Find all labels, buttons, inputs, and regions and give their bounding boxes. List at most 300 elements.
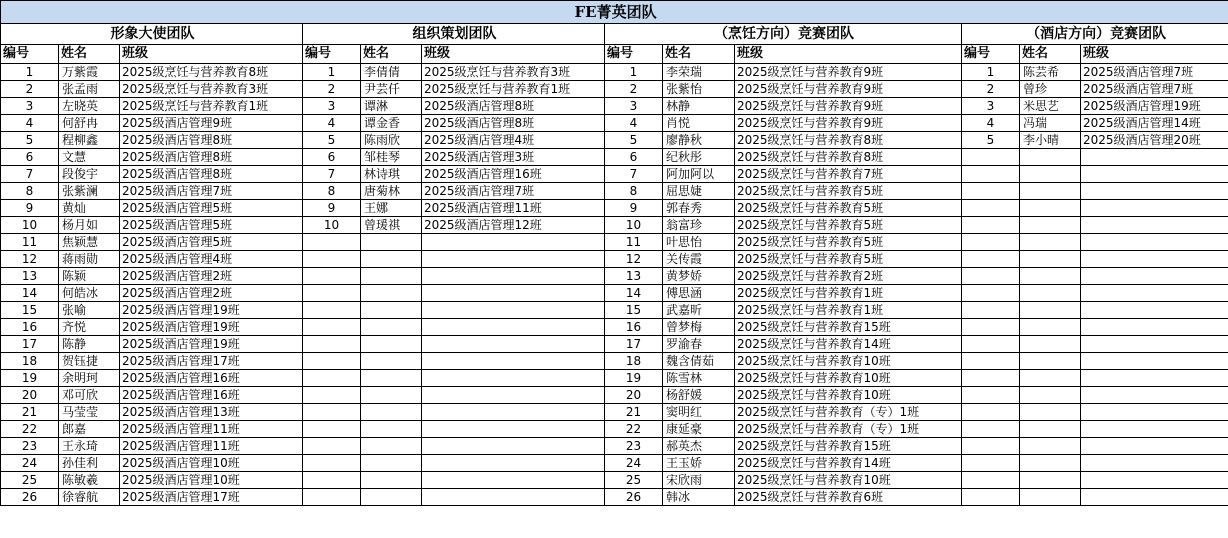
- member-class[interactable]: 2025级酒店管理12班: [422, 217, 605, 234]
- member-name[interactable]: 康延豪: [663, 421, 735, 438]
- empty-cell[interactable]: [303, 489, 361, 506]
- member-class[interactable]: 2025级烹饪与营养教育9班: [735, 81, 962, 98]
- empty-cell[interactable]: [1081, 455, 1228, 472]
- member-class[interactable]: 2025级烹饪与营养教育8班: [120, 64, 303, 81]
- empty-cell[interactable]: [1020, 421, 1081, 438]
- member-name[interactable]: 杨月如: [59, 217, 120, 234]
- member-name[interactable]: 陈雪林: [663, 370, 735, 387]
- member-number[interactable]: 2: [962, 81, 1020, 98]
- empty-cell[interactable]: [1020, 302, 1081, 319]
- member-number[interactable]: 6: [1, 149, 59, 166]
- member-class[interactable]: 2025级酒店管理5班: [120, 200, 303, 217]
- member-number[interactable]: 12: [605, 251, 663, 268]
- member-number[interactable]: 5: [962, 132, 1020, 149]
- member-class[interactable]: 2025级烹饪与营养教育10班: [735, 472, 962, 489]
- member-class[interactable]: 2025级酒店管理8班: [120, 149, 303, 166]
- empty-cell[interactable]: [361, 489, 422, 506]
- member-number[interactable]: 5: [605, 132, 663, 149]
- empty-cell[interactable]: [361, 421, 422, 438]
- number-header[interactable]: 编号: [962, 45, 1020, 64]
- empty-cell[interactable]: [962, 387, 1020, 404]
- member-name[interactable]: 李荣瑞: [663, 64, 735, 81]
- member-name[interactable]: 屈思婕: [663, 183, 735, 200]
- empty-cell[interactable]: [1081, 285, 1228, 302]
- member-class[interactable]: 2025级烹饪与营养教育8班: [735, 149, 962, 166]
- member-class[interactable]: 2025级烹饪与营养教育8班: [735, 132, 962, 149]
- empty-cell[interactable]: [422, 387, 605, 404]
- member-name[interactable]: 纪秋彤: [663, 149, 735, 166]
- empty-cell[interactable]: [422, 234, 605, 251]
- member-number[interactable]: 5: [303, 132, 361, 149]
- member-name[interactable]: 郭春秀: [663, 200, 735, 217]
- member-class[interactable]: 2025级烹饪与营养教育（专）1班: [735, 421, 962, 438]
- member-name[interactable]: 左晓英: [59, 98, 120, 115]
- member-class[interactable]: 2025级烹饪与营养教育1班: [422, 81, 605, 98]
- empty-cell[interactable]: [422, 370, 605, 387]
- member-class[interactable]: 2025级烹饪与营养教育6班: [735, 489, 962, 506]
- member-class[interactable]: 2025级烹饪与营养教育15班: [735, 319, 962, 336]
- empty-cell[interactable]: [422, 251, 605, 268]
- empty-cell[interactable]: [962, 353, 1020, 370]
- name-header[interactable]: 姓名: [59, 45, 120, 64]
- empty-cell[interactable]: [303, 302, 361, 319]
- member-name[interactable]: 陈颖: [59, 268, 120, 285]
- empty-cell[interactable]: [422, 285, 605, 302]
- member-number[interactable]: 13: [605, 268, 663, 285]
- name-header[interactable]: 姓名: [361, 45, 422, 64]
- empty-cell[interactable]: [303, 268, 361, 285]
- member-name[interactable]: 邹桂琴: [361, 149, 422, 166]
- empty-cell[interactable]: [962, 217, 1020, 234]
- member-number[interactable]: 9: [605, 200, 663, 217]
- member-number[interactable]: 25: [1, 472, 59, 489]
- member-name[interactable]: 杨舒媛: [663, 387, 735, 404]
- empty-cell[interactable]: [422, 336, 605, 353]
- empty-cell[interactable]: [1081, 183, 1228, 200]
- member-name[interactable]: 傅思涵: [663, 285, 735, 302]
- empty-cell[interactable]: [1081, 217, 1228, 234]
- empty-cell[interactable]: [1020, 438, 1081, 455]
- empty-cell[interactable]: [1020, 387, 1081, 404]
- empty-cell[interactable]: [1081, 319, 1228, 336]
- empty-cell[interactable]: [422, 472, 605, 489]
- member-number[interactable]: 1: [1, 64, 59, 81]
- empty-cell[interactable]: [422, 455, 605, 472]
- member-number[interactable]: 18: [605, 353, 663, 370]
- member-name[interactable]: 关传霞: [663, 251, 735, 268]
- member-class[interactable]: 2025级酒店管理3班: [422, 149, 605, 166]
- member-name[interactable]: 段俊宇: [59, 166, 120, 183]
- empty-cell[interactable]: [1020, 336, 1081, 353]
- member-name[interactable]: 余明珂: [59, 370, 120, 387]
- member-name[interactable]: 陈敏羲: [59, 472, 120, 489]
- member-number[interactable]: 5: [1, 132, 59, 149]
- number-header[interactable]: 编号: [1, 45, 59, 64]
- empty-cell[interactable]: [303, 387, 361, 404]
- member-name[interactable]: 米思艺: [1020, 98, 1081, 115]
- member-number[interactable]: 26: [605, 489, 663, 506]
- empty-cell[interactable]: [1081, 370, 1228, 387]
- team-name-planning[interactable]: 组织策划团队: [303, 24, 605, 45]
- team-name-culinary-contest[interactable]: （烹饪方向）竞赛团队: [605, 24, 962, 45]
- member-name[interactable]: 王永琦: [59, 438, 120, 455]
- member-name[interactable]: 陈芸希: [1020, 64, 1081, 81]
- member-name[interactable]: 宋欣雨: [663, 472, 735, 489]
- member-number[interactable]: 19: [605, 370, 663, 387]
- member-number[interactable]: 2: [1, 81, 59, 98]
- member-number[interactable]: 20: [605, 387, 663, 404]
- class-header[interactable]: 班级: [735, 45, 962, 64]
- member-class[interactable]: 2025级酒店管理13班: [120, 404, 303, 421]
- empty-cell[interactable]: [303, 421, 361, 438]
- member-class[interactable]: 2025级烹饪与营养教育5班: [735, 183, 962, 200]
- empty-cell[interactable]: [422, 489, 605, 506]
- member-class[interactable]: 2025级烹饪与营养教育5班: [735, 200, 962, 217]
- empty-cell[interactable]: [1081, 268, 1228, 285]
- member-number[interactable]: 4: [962, 115, 1020, 132]
- member-number[interactable]: 3: [303, 98, 361, 115]
- member-class[interactable]: 2025级酒店管理17班: [120, 489, 303, 506]
- empty-cell[interactable]: [962, 166, 1020, 183]
- empty-cell[interactable]: [303, 404, 361, 421]
- empty-cell[interactable]: [962, 370, 1020, 387]
- empty-cell[interactable]: [361, 251, 422, 268]
- member-class[interactable]: 2025级酒店管理7班: [120, 183, 303, 200]
- empty-cell[interactable]: [1020, 183, 1081, 200]
- member-number[interactable]: 8: [1, 183, 59, 200]
- member-name[interactable]: 谭金香: [361, 115, 422, 132]
- empty-cell[interactable]: [1020, 353, 1081, 370]
- empty-cell[interactable]: [1081, 200, 1228, 217]
- member-class[interactable]: 2025级酒店管理4班: [120, 251, 303, 268]
- member-class[interactable]: 2025级酒店管理9班: [120, 115, 303, 132]
- member-number[interactable]: 23: [1, 438, 59, 455]
- member-number[interactable]: 24: [1, 455, 59, 472]
- member-class[interactable]: 2025级酒店管理16班: [120, 370, 303, 387]
- member-number[interactable]: 16: [1, 319, 59, 336]
- member-name[interactable]: 罗渝春: [663, 336, 735, 353]
- member-class[interactable]: 2025级酒店管理20班: [1081, 132, 1228, 149]
- empty-cell[interactable]: [361, 302, 422, 319]
- member-class[interactable]: 2025级烹饪与营养教育9班: [735, 64, 962, 81]
- empty-cell[interactable]: [422, 268, 605, 285]
- member-number[interactable]: 2: [303, 81, 361, 98]
- member-class[interactable]: 2025级酒店管理19班: [120, 302, 303, 319]
- member-number[interactable]: 15: [1, 302, 59, 319]
- empty-cell[interactable]: [962, 200, 1020, 217]
- member-number[interactable]: 4: [1, 115, 59, 132]
- member-number[interactable]: 11: [605, 234, 663, 251]
- empty-cell[interactable]: [962, 455, 1020, 472]
- empty-cell[interactable]: [303, 370, 361, 387]
- empty-cell[interactable]: [1020, 370, 1081, 387]
- member-class[interactable]: 2025级酒店管理8班: [422, 115, 605, 132]
- member-name[interactable]: 万紫霞: [59, 64, 120, 81]
- member-class[interactable]: 2025级酒店管理10班: [120, 472, 303, 489]
- member-class[interactable]: 2025级烹饪与营养教育9班: [735, 98, 962, 115]
- member-name[interactable]: 齐悦: [59, 319, 120, 336]
- empty-cell[interactable]: [1081, 438, 1228, 455]
- member-class[interactable]: 2025级酒店管理5班: [120, 234, 303, 251]
- class-header[interactable]: 班级: [1081, 45, 1228, 64]
- member-class[interactable]: 2025级烹饪与营养教育1班: [735, 285, 962, 302]
- member-name[interactable]: 李倩倩: [361, 64, 422, 81]
- member-number[interactable]: 12: [1, 251, 59, 268]
- empty-cell[interactable]: [1081, 336, 1228, 353]
- empty-cell[interactable]: [1020, 489, 1081, 506]
- member-class[interactable]: 2025级烹饪与营养教育1班: [120, 98, 303, 115]
- member-class[interactable]: 2025级烹饪与营养教育9班: [735, 115, 962, 132]
- member-name[interactable]: 翁富珍: [663, 217, 735, 234]
- member-name[interactable]: 张孟雨: [59, 81, 120, 98]
- member-name[interactable]: 黄梦娇: [663, 268, 735, 285]
- member-class[interactable]: 2025级酒店管理16班: [120, 387, 303, 404]
- empty-cell[interactable]: [422, 353, 605, 370]
- member-number[interactable]: 1: [962, 64, 1020, 81]
- empty-cell[interactable]: [1081, 353, 1228, 370]
- member-class[interactable]: 2025级酒店管理7班: [1081, 81, 1228, 98]
- member-class[interactable]: 2025级酒店管理17班: [120, 353, 303, 370]
- member-name[interactable]: 蒋雨勋: [59, 251, 120, 268]
- member-number[interactable]: 8: [605, 183, 663, 200]
- empty-cell[interactable]: [422, 404, 605, 421]
- member-class[interactable]: 2025级烹饪与营养教育5班: [735, 234, 962, 251]
- empty-cell[interactable]: [1081, 387, 1228, 404]
- member-class[interactable]: 2025级酒店管理4班: [422, 132, 605, 149]
- member-number[interactable]: 6: [605, 149, 663, 166]
- member-name[interactable]: 曾梦梅: [663, 319, 735, 336]
- member-number[interactable]: 3: [962, 98, 1020, 115]
- member-name[interactable]: 冯瑞: [1020, 115, 1081, 132]
- name-header[interactable]: 姓名: [1020, 45, 1081, 64]
- member-number[interactable]: 21: [1, 404, 59, 421]
- empty-cell[interactable]: [361, 438, 422, 455]
- empty-cell[interactable]: [1081, 489, 1228, 506]
- empty-cell[interactable]: [422, 421, 605, 438]
- member-number[interactable]: 7: [605, 166, 663, 183]
- empty-cell[interactable]: [422, 302, 605, 319]
- member-name[interactable]: 贺钰捷: [59, 353, 120, 370]
- member-number[interactable]: 4: [303, 115, 361, 132]
- empty-cell[interactable]: [1020, 472, 1081, 489]
- empty-cell[interactable]: [1081, 149, 1228, 166]
- member-number[interactable]: 4: [605, 115, 663, 132]
- empty-cell[interactable]: [1081, 404, 1228, 421]
- member-class[interactable]: 2025级酒店管理19班: [120, 336, 303, 353]
- member-class[interactable]: 2025级烹饪与营养教育（专）1班: [735, 404, 962, 421]
- member-number[interactable]: 1: [303, 64, 361, 81]
- member-name[interactable]: 马莹莹: [59, 404, 120, 421]
- member-name[interactable]: 叶思怡: [663, 234, 735, 251]
- empty-cell[interactable]: [962, 302, 1020, 319]
- empty-cell[interactable]: [303, 472, 361, 489]
- member-number[interactable]: 2: [605, 81, 663, 98]
- member-name[interactable]: 阿加阿以: [663, 166, 735, 183]
- member-number[interactable]: 15: [605, 302, 663, 319]
- member-class[interactable]: 2025级酒店管理10班: [120, 455, 303, 472]
- member-class[interactable]: 2025级烹饪与营养教育7班: [735, 166, 962, 183]
- member-name[interactable]: 徐睿航: [59, 489, 120, 506]
- class-header[interactable]: 班级: [120, 45, 303, 64]
- empty-cell[interactable]: [1081, 166, 1228, 183]
- member-name[interactable]: 李小晴: [1020, 132, 1081, 149]
- member-name[interactable]: 韩冰: [663, 489, 735, 506]
- member-name[interactable]: 文慧: [59, 149, 120, 166]
- team-name-ambassador[interactable]: 形象大使团队: [1, 24, 303, 45]
- member-number[interactable]: 22: [605, 421, 663, 438]
- member-class[interactable]: 2025级烹饪与营养教育14班: [735, 336, 962, 353]
- member-number[interactable]: 9: [303, 200, 361, 217]
- empty-cell[interactable]: [303, 251, 361, 268]
- empty-cell[interactable]: [962, 404, 1020, 421]
- member-number[interactable]: 3: [1, 98, 59, 115]
- empty-cell[interactable]: [361, 387, 422, 404]
- empty-cell[interactable]: [361, 370, 422, 387]
- empty-cell[interactable]: [303, 336, 361, 353]
- member-number[interactable]: 6: [303, 149, 361, 166]
- empty-cell[interactable]: [1020, 404, 1081, 421]
- member-name[interactable]: 曾瑗祺: [361, 217, 422, 234]
- member-class[interactable]: 2025级烹饪与营养教育1班: [735, 302, 962, 319]
- member-name[interactable]: 焦颖慧: [59, 234, 120, 251]
- empty-cell[interactable]: [361, 404, 422, 421]
- member-name[interactable]: 张喻: [59, 302, 120, 319]
- member-class[interactable]: 2025级烹饪与营养教育5班: [735, 217, 962, 234]
- member-number[interactable]: 23: [605, 438, 663, 455]
- member-name[interactable]: 何皓冰: [59, 285, 120, 302]
- member-class[interactable]: 2025级烹饪与营养教育5班: [735, 251, 962, 268]
- empty-cell[interactable]: [361, 319, 422, 336]
- empty-cell[interactable]: [361, 455, 422, 472]
- member-number[interactable]: 14: [605, 285, 663, 302]
- member-name[interactable]: 陈雨欣: [361, 132, 422, 149]
- empty-cell[interactable]: [422, 438, 605, 455]
- empty-cell[interactable]: [1081, 472, 1228, 489]
- member-number[interactable]: 14: [1, 285, 59, 302]
- empty-cell[interactable]: [1020, 166, 1081, 183]
- member-number[interactable]: 21: [605, 404, 663, 421]
- member-name[interactable]: 窦明红: [663, 404, 735, 421]
- member-name[interactable]: 唐菊林: [361, 183, 422, 200]
- member-class[interactable]: 2025级酒店管理8班: [120, 132, 303, 149]
- empty-cell[interactable]: [1020, 319, 1081, 336]
- member-number[interactable]: 16: [605, 319, 663, 336]
- member-class[interactable]: 2025级酒店管理5班: [120, 217, 303, 234]
- empty-cell[interactable]: [303, 353, 361, 370]
- member-class[interactable]: 2025级酒店管理2班: [120, 285, 303, 302]
- team-name-hotel-contest[interactable]: （酒店方向）竞赛团队: [962, 24, 1228, 45]
- member-number[interactable]: 9: [1, 200, 59, 217]
- empty-cell[interactable]: [1020, 234, 1081, 251]
- member-class[interactable]: 2025级酒店管理14班: [1081, 115, 1228, 132]
- name-header[interactable]: 姓名: [663, 45, 735, 64]
- member-number[interactable]: 7: [303, 166, 361, 183]
- empty-cell[interactable]: [1081, 251, 1228, 268]
- member-class[interactable]: 2025级烹饪与营养教育2班: [735, 268, 962, 285]
- empty-cell[interactable]: [361, 472, 422, 489]
- member-name[interactable]: 林诗琪: [361, 166, 422, 183]
- member-number[interactable]: 1: [605, 64, 663, 81]
- member-name[interactable]: 王玉娇: [663, 455, 735, 472]
- empty-cell[interactable]: [422, 319, 605, 336]
- empty-cell[interactable]: [1020, 285, 1081, 302]
- member-number[interactable]: 24: [605, 455, 663, 472]
- member-number[interactable]: 8: [303, 183, 361, 200]
- empty-cell[interactable]: [1020, 149, 1081, 166]
- sheet-title[interactable]: FE菁英团队: [1, 1, 1228, 24]
- member-class[interactable]: 2025级酒店管理11班: [120, 438, 303, 455]
- member-class[interactable]: 2025级烹饪与营养教育3班: [120, 81, 303, 98]
- empty-cell[interactable]: [962, 472, 1020, 489]
- member-class[interactable]: 2025级酒店管理2班: [120, 268, 303, 285]
- member-name[interactable]: 黄灿: [59, 200, 120, 217]
- member-name[interactable]: 尹芸仟: [361, 81, 422, 98]
- empty-cell[interactable]: [962, 268, 1020, 285]
- member-name[interactable]: 孙佳利: [59, 455, 120, 472]
- empty-cell[interactable]: [962, 234, 1020, 251]
- member-number[interactable]: 17: [1, 336, 59, 353]
- member-class[interactable]: 2025级酒店管理8班: [422, 98, 605, 115]
- empty-cell[interactable]: [962, 438, 1020, 455]
- empty-cell[interactable]: [962, 336, 1020, 353]
- member-name[interactable]: 程柳鑫: [59, 132, 120, 149]
- member-name[interactable]: 郎嘉: [59, 421, 120, 438]
- number-header[interactable]: 编号: [605, 45, 663, 64]
- empty-cell[interactable]: [303, 234, 361, 251]
- member-name[interactable]: 谭淋: [361, 98, 422, 115]
- empty-cell[interactable]: [361, 336, 422, 353]
- member-name[interactable]: 张紫澜: [59, 183, 120, 200]
- member-number[interactable]: 13: [1, 268, 59, 285]
- member-name[interactable]: 何舒冉: [59, 115, 120, 132]
- member-class[interactable]: 2025级烹饪与营养教育10班: [735, 353, 962, 370]
- member-class[interactable]: 2025级烹饪与营养教育3班: [422, 64, 605, 81]
- member-number[interactable]: 10: [1, 217, 59, 234]
- member-number[interactable]: 3: [605, 98, 663, 115]
- member-number[interactable]: 25: [605, 472, 663, 489]
- member-class[interactable]: 2025级酒店管理11班: [120, 421, 303, 438]
- member-number[interactable]: 17: [605, 336, 663, 353]
- empty-cell[interactable]: [1020, 251, 1081, 268]
- member-class[interactable]: 2025级烹饪与营养教育10班: [735, 370, 962, 387]
- member-name[interactable]: 王娜: [361, 200, 422, 217]
- empty-cell[interactable]: [1081, 302, 1228, 319]
- member-name[interactable]: 廖静秋: [663, 132, 735, 149]
- empty-cell[interactable]: [962, 251, 1020, 268]
- member-name[interactable]: 陈静: [59, 336, 120, 353]
- member-class[interactable]: 2025级烹饪与营养教育10班: [735, 387, 962, 404]
- empty-cell[interactable]: [962, 285, 1020, 302]
- member-name[interactable]: 武嘉昕: [663, 302, 735, 319]
- member-number[interactable]: 10: [605, 217, 663, 234]
- empty-cell[interactable]: [1020, 455, 1081, 472]
- empty-cell[interactable]: [1020, 200, 1081, 217]
- empty-cell[interactable]: [303, 319, 361, 336]
- member-number[interactable]: 20: [1, 387, 59, 404]
- member-name[interactable]: 魏含倩茹: [663, 353, 735, 370]
- member-class[interactable]: 2025级酒店管理7班: [1081, 64, 1228, 81]
- member-number[interactable]: 19: [1, 370, 59, 387]
- member-class[interactable]: 2025级酒店管理19班: [1081, 98, 1228, 115]
- empty-cell[interactable]: [962, 319, 1020, 336]
- empty-cell[interactable]: [1081, 234, 1228, 251]
- member-number[interactable]: 10: [303, 217, 361, 234]
- member-number[interactable]: 18: [1, 353, 59, 370]
- member-class[interactable]: 2025级烹饪与营养教育15班: [735, 438, 962, 455]
- member-class[interactable]: 2025级酒店管理11班: [422, 200, 605, 217]
- member-name[interactable]: 曾珍: [1020, 81, 1081, 98]
- member-class[interactable]: 2025级酒店管理7班: [422, 183, 605, 200]
